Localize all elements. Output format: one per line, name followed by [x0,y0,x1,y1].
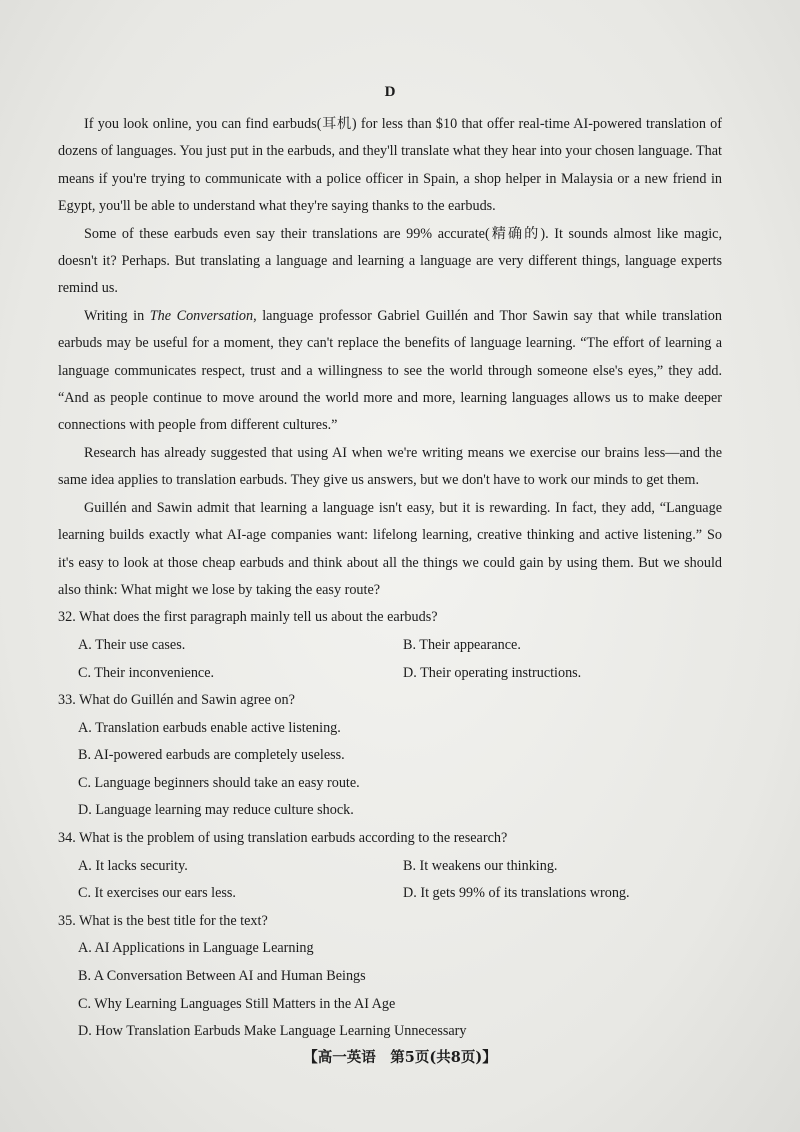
question-33 [58,687,722,825]
passage-paragraph-2: Some of these earbuds even say their translations are 99% accurate(精确的). It sounds almost like magic, doesn't it? Perhaps. But translating a language and learning a language are very different things, language experts remind us. [58,225,722,297]
question-stem: 35. What is the best title for the text? [58,912,268,929]
options [58,853,722,908]
question-34 [58,825,722,908]
option-b: B. AI-powered earbuds are completely useless. [78,747,345,764]
passage [58,111,722,604]
option-d: D. Language learning may reduce culture shock. [78,802,354,819]
option-d: D. It gets 99% of its translations wrong. [403,885,630,902]
option-c: C. Their inconvenience. [78,664,215,681]
publication-title: The Conversation [149,307,254,324]
passage-paragraph-1: If you look online, you can find earbuds(耳机) for less than $10 that offer real-time AI-powered translation of dozens of languages. You just put in the earbuds, and they'll translate what they hear into your chosen language. That means if you're trying to communicate with a police officer in Spain, a shop helper in Malaysia or a new friend in Egypt, you'll be able to understand what they're saying thanks to the earbuds. [58,116,722,215]
option-a: A. Their use cases. [78,636,186,653]
passage-paragraph-3: Writing in The Conversation, language professor Gabriel Guillén and Thor Sawin say that while translation earbuds may be useful for a moment, they can't replace the benefits of language learning. “The effort of learning a language communicates respect, trust and a willingness to see the world through someone else's eyes,” they add. “And as people continue to move around the world more and more, learning languages allows us to make deeper connections with people from different cultures.” [58,307,722,434]
option-c: C. Language beginners should take an easy route. [78,774,360,791]
options [58,715,722,825]
question-35 [58,908,722,1046]
option-a: A. It lacks security. [78,857,188,874]
option-d: D. Their operating instructions. [403,664,582,681]
option-d: D. How Translation Earbuds Make Language Learning Unnecessary [78,1023,467,1040]
page-footer: 【高一英语 第5页(共8页)】 [303,1049,497,1066]
option-a: A. AI Applications in Language Learning [78,940,314,957]
question-stem: 32. What does the first paragraph mainly tell us about the earbuds? [58,609,438,626]
option-b: B. A Conversation Between AI and Human Beings [78,968,366,985]
option-a: A. Translation earbuds enable active listening. [78,719,341,736]
question-stem: 33. What do Guillén and Sawin agree on? [58,692,295,709]
question-stem: 34. What is the problem of using translation earbuds according to the research? [58,830,508,847]
passage-paragraph-5: Guillén and Sawin admit that learning a language isn't easy, but it is rewarding. In fact, they add, “Language learning builds exactly what AI-age companies want: lifelong learning, creative thinking and active listening.” So it's easy to look at those cheap earbuds and think about all the things we could gain by using them. But we should also think: What might we lose by taking the easy route? [58,499,722,598]
option-c: C. It exercises our ears less. [78,885,236,902]
question-32 [58,604,722,687]
options [58,632,722,687]
section-heading: D [384,84,396,100]
option-b: B. Their appearance. [403,636,521,653]
option-b: B. It weakens our thinking. [403,857,558,874]
option-c: C. Why Learning Languages Still Matters in the AI Age [78,995,396,1012]
options [58,935,722,1045]
passage-paragraph-4: Research has already suggested that using AI when we're writing means we exercise our brains less—and the same idea applies to translation earbuds. They give us answers, but we don't have to work our minds to get them. [58,444,722,489]
